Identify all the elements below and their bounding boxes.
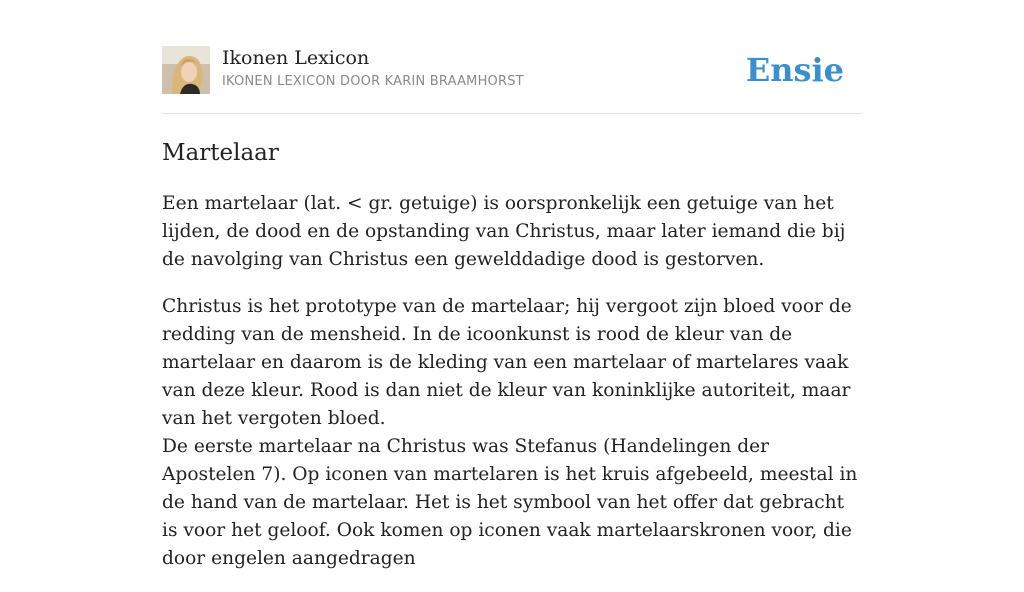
page-title: Martelaar <box>162 140 279 166</box>
avatar[interactable] <box>162 46 210 94</box>
paragraph: Christus is het prototype van de martelaar; hij vergoot zijn bloed voor de redding van de mensheid. In de icoonkunst is rood de kleur van de martelaar en daarom is de kleding van een martelaar of martelares vaak van deze kleur. Rood is dan niet de kleur van koninklijke autoriteit, maar van het vergoten bloed. De eerste martelaar na Christus was Stefanus (Handelingen der Apostelen 7). Op iconen van martelaren is het kruis afgebeeld, meestal in de hand van de martelaar. Het is het symbool van het offer dat gebracht is voor het geloof. Ook komen op iconen vaak martelaarskronen voor, die door engelen aangedragen <box>162 296 858 569</box>
article-body <box>162 190 862 592</box>
source-name[interactable]: Ikonen Lexicon <box>222 47 370 69</box>
source-subtitle[interactable]: IKONEN LEXICON DOOR KARIN BRAAMHORST <box>222 74 524 89</box>
author-portrait-icon <box>162 46 210 94</box>
brand-logo[interactable]: Ensie <box>745 51 844 89</box>
source-header <box>162 46 862 96</box>
header-divider <box>162 113 862 114</box>
paragraph: Een martelaar (lat. < gr. getuige) is oorspronkelijk een getuige van het lijden, de dood en de opstanding van Christus, maar later iemand die bij de navolging van Christus een gewelddadige dood is gestorven. <box>162 193 846 270</box>
